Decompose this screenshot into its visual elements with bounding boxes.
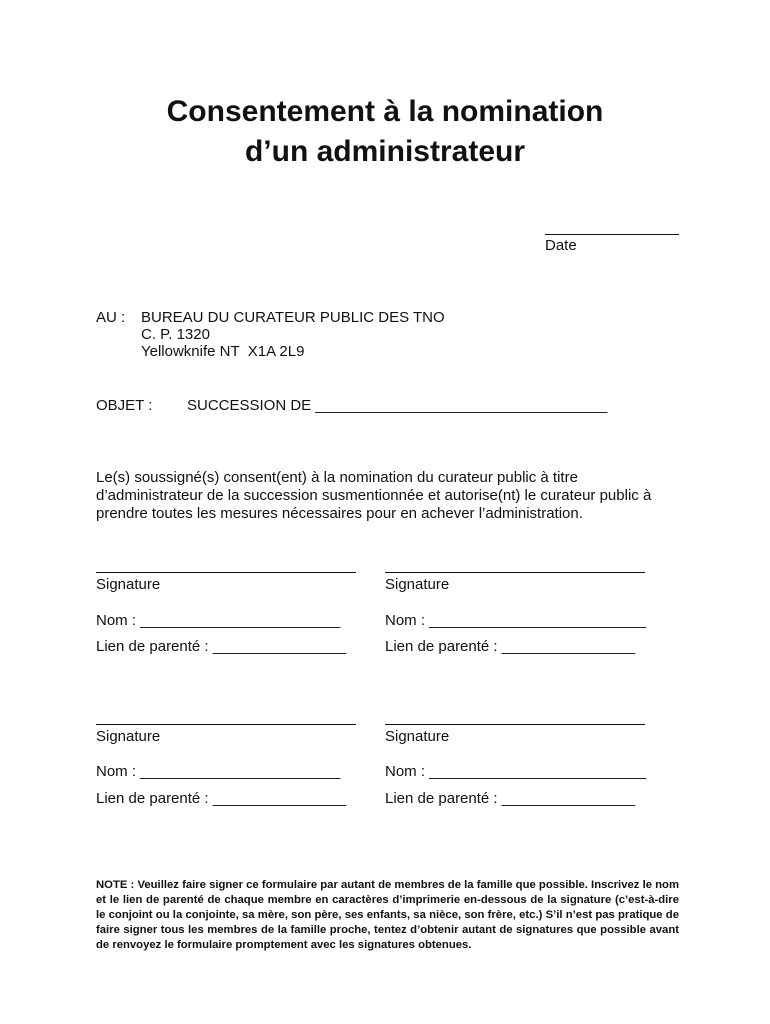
signature-line[interactable] [96,572,356,573]
date-line[interactable] [545,234,679,235]
title-line-2: d’un administrateur [244,135,526,168]
name-field[interactable]: Nom : ________________________ [96,612,341,629]
relationship-field[interactable]: Lien de parenté : ________________ [385,638,636,655]
consent-paragraph: Le(s) soussigné(s) consent(ent) à la nomination du curateur public à titre d’administrateur de la succession susmentionnée et autorise(nt) le curateur public à prendre toutes les mesures nécessaires pour en achever l’administration. [96,469,652,522]
name-field[interactable]: Nom : __________________________ [385,612,647,629]
signature-label: Signature [385,728,450,745]
relationship-field[interactable]: Lien de parenté : ________________ [385,790,636,807]
address-line-3: Yellowknife NT X1A 2L9 [141,343,305,360]
name-field[interactable]: Nom : __________________________ [385,763,647,780]
signature-label: Signature [385,576,450,593]
document-title [0,92,770,172]
estate-name-field[interactable]: SUCCESSION DE ___________________________________ [187,397,608,414]
address-label: AU : [96,309,126,326]
name-field[interactable]: Nom : ________________________ [96,763,341,780]
relationship-field[interactable]: Lien de parenté : ________________ [96,638,347,655]
address-line-1: BUREAU DU CURATEUR PUBLIC DES TNO [141,309,445,326]
signature-line[interactable] [385,572,645,573]
note-paragraph: NOTE : Veuillez faire signer ce formulaire par autant de membres de la famille que possible. Inscrivez le nom et le lien de parenté de chaque membre en caractères d’imprimerie en-dessous de la signature (c’est-à-dire le conjoint ou la conjointe, sa mère, son père, ses enfants, sa nièce, son frère, etc.) S’il n’est pas pratique de faire signer tous les membres de la famille proche, tentez d’obtenir autant de signatures que possible avant de renvoyez le formulaire promptement avec les signatures obtenues. [96,879,679,951]
signature-line[interactable] [385,724,645,725]
relationship-field[interactable]: Lien de parenté : ________________ [96,790,347,807]
address-line-2: C. P. 1320 [141,326,210,343]
subject-label: OBJET : [96,397,153,414]
date-label: Date [545,237,577,254]
signature-label: Signature [96,576,161,593]
signature-label: Signature [96,728,161,745]
title-line-1: Consentement à la nomination [166,95,604,128]
signature-line[interactable] [96,724,356,725]
